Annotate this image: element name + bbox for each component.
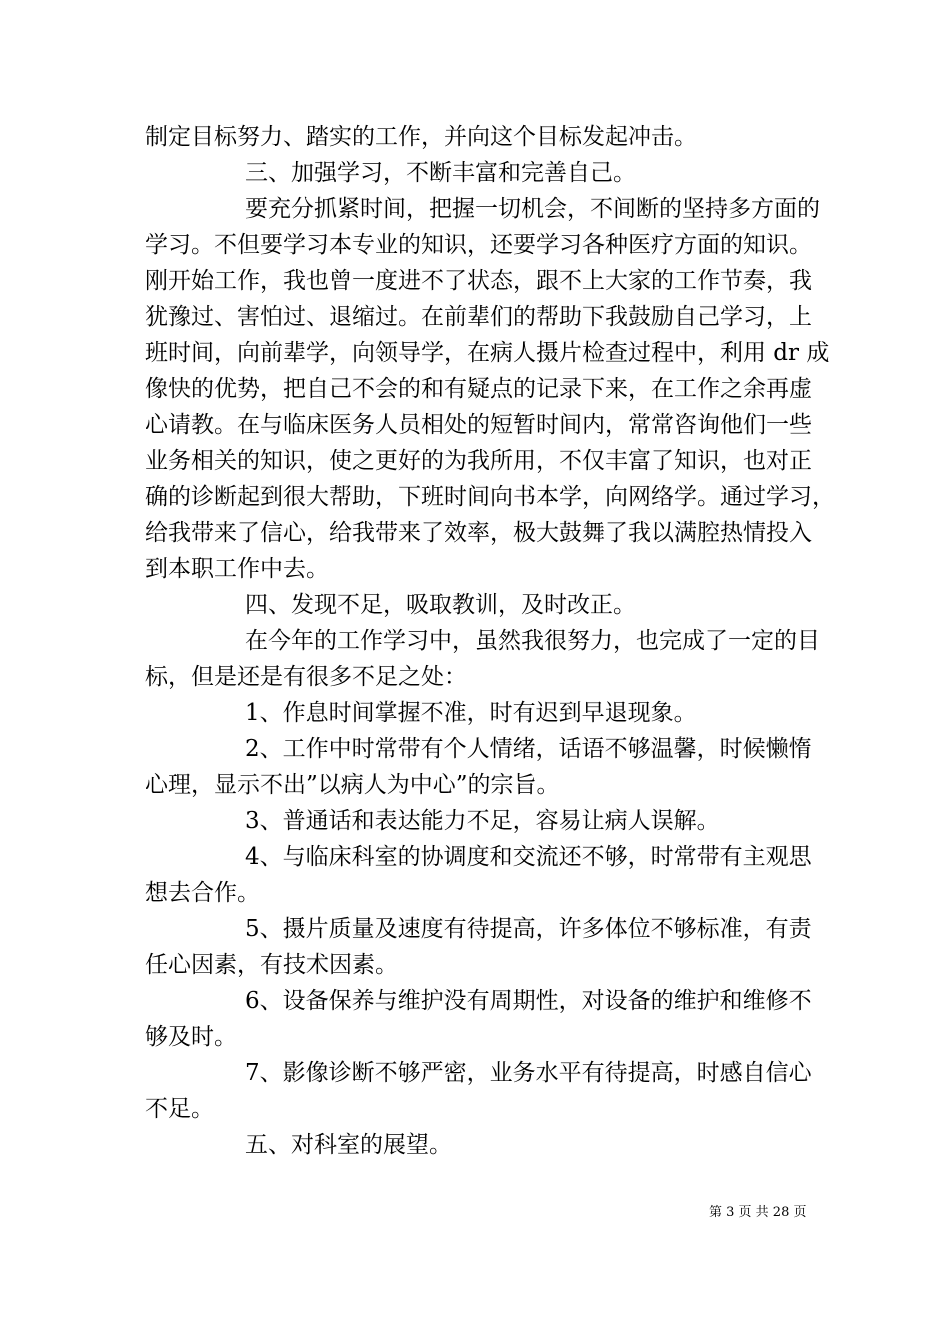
text-line: 班时间，向前辈学，向领导学，在病人摄片检查过程中，利用 dr 成	[145, 340, 830, 366]
text-line: 要充分抓紧时间，把握一切机会，不间断的坚持多方面的	[245, 196, 820, 222]
text-line: 标，但是还是有很多不足之处：	[145, 664, 467, 690]
list-item: 5、摄片质量及速度有待提高，许多体位不够标准，有责	[245, 916, 812, 942]
text-line: 给我带来了信心，给我带来了效率，极大鼓舞了我以满腔热情投入	[145, 520, 812, 546]
list-item: 7、影像诊断不够严密，业务水平有待提高，时感自信心	[245, 1060, 812, 1086]
text-line: 像快的优势，把自己不会的和有疑点的记录下来，在工作之余再虚	[145, 376, 812, 402]
list-item: 6、设备保养与维护没有周期性，对设备的维护和维修不	[245, 988, 812, 1014]
list-item: 4、与临床科室的协调度和交流还不够，时常带有主观思	[245, 844, 812, 870]
text-line: 制定目标努力、踏实的工作，并向这个目标发起冲击。	[145, 124, 697, 150]
list-item: 1、作息时间掌握不准，时有迟到早退现象。	[245, 700, 697, 726]
text-line: 心请教。在与临床医务人员相处的短暂时间内，常常咨询他们一些	[145, 412, 812, 438]
section-heading: 三、加强学习，不断丰富和完善自己。	[245, 160, 636, 186]
text-line: 业务相关的知识，使之更好的为我所用，不仅丰富了知识，也对正	[145, 448, 812, 474]
text-line: 学习。不但要学习本专业的知识，还要学习各种医疗方面的知识。	[145, 232, 812, 258]
text-line: 刚开始工作，我也曾一度进不了状态，跟不上大家的工作节奏，我	[145, 268, 812, 294]
section-heading: 五、对科室的展望。	[245, 1132, 452, 1158]
text-line: 心理，显示不出”以病人为中心”的宗旨。	[145, 772, 560, 798]
text-line: 不足。	[145, 1096, 214, 1122]
text-line: 够及时。	[145, 1024, 237, 1050]
text-line: 到本职工作中去。	[145, 556, 329, 582]
list-item: 3、普通话和表达能力不足，容易让病人误解。	[245, 808, 720, 834]
list-item: 2、工作中时常带有个人情绪，话语不够温馨，时候懒惰	[245, 736, 812, 762]
text-line: 在今年的工作学习中，虽然我很努力，也完成了一定的目	[245, 628, 820, 654]
text-line: 犹豫过、害怕过、退缩过。在前辈们的帮助下我鼓励自己学习，上	[145, 304, 812, 330]
text-line: 任心因素，有技术因素。	[145, 952, 398, 978]
text-line: 确的诊断起到很大帮助，下班时间向书本学，向网络学。通过学习，	[145, 484, 835, 510]
section-heading: 四、发现不足，吸取教训，及时改正。	[245, 592, 636, 618]
text-line: 想去合作。	[145, 880, 260, 906]
page-number-footer: 第 3 页 共 28 页	[709, 1205, 807, 1220]
